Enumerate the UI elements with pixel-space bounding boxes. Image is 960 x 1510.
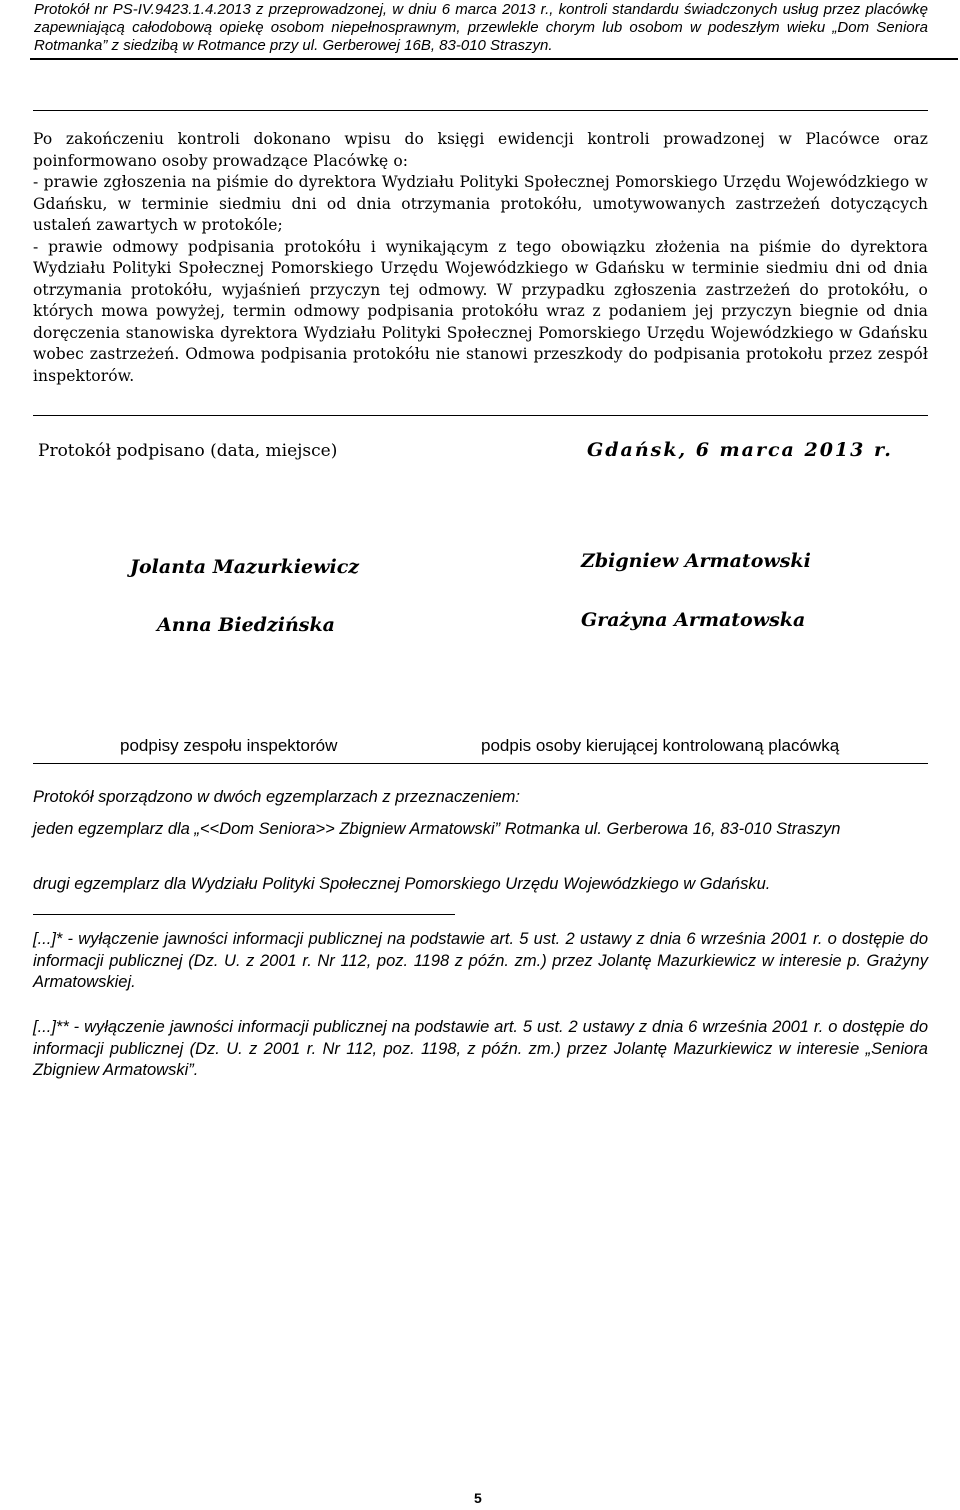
copy-recipient-1: jeden egzemplarz dla „<<Dom Seniora>> Zbigniew Armatowski” Rotmanka ul. Gerberowa 16, 83-010 Straszyn [33, 820, 841, 838]
signed-label: Protokół podpisano (data, miejsce) [38, 441, 338, 461]
page-number: 5 [474, 1490, 482, 1506]
footnote-1: [...]* - wyłączenie jawności informacji publicznej na podstawie art. 5 ust. 2 ustawy z dnia 6 września 2001 r. o dostępie do informacji publicznej (Dz. U. z 2001 r. Nr 112, poz. 1198 z późn. zm.) przez Jolantę Mazurkiewicz w interesie p. Grażyny Armatowskiej. [33, 930, 928, 991]
copy-recipient-2: drugi egzemplarz dla Wydziału Polityki Społecznej Pomorskiego Urzędu Wojewódzkiego w Gdańsku. [33, 875, 771, 893]
section-divider-middle [33, 415, 928, 416]
refusal-right-paragraph: - prawie odmowy podpisania protokółu i wynikającym z tego obowiązku złożenia na piśmie do dyrektora Wydziału Polityki Społecznej Pomorskiego Urzędu Wojewódzkiego w Gdańsku w terminie siedmiu dni od dnia otrzymania protokółu, wyjaśnień przyczyn tej odmowy. W przypadku zgłoszenia zastrzeżeń do protokółu, o których mowa powyżej, termin odmowy podpisania protokółu wraz z podaniem jej przyczyn biegnie od dnia doręczenia stanowiska dyrektora Wydziału Polityki Społecznej Pomorskiego Urzędu Wojewódzkiego w Gdańsku wobec zastrzeżeń. Odmowa podpisania protokółu nie stanowi przeszkody do podpisania protokołu przez zespół inspektorów. [33, 237, 928, 385]
signature-line [33, 763, 928, 764]
signed-place-date: Gdańsk, 6 marca 2013 r. [587, 439, 893, 461]
footnote-2: [...]** - wyłączenie jawności informacji publicznej na podstawie art. 5 ust. 2 ustawy z dnia 6 września 2001 r. o dostępie do informacji publicznej (Dz. U. z 2001 r. Nr 112, poz. 1198, z późn. zm.) przez Jolantę Mazurkiewicz w interesie „Seniora Zbigniew Armatowski”. [33, 1018, 928, 1079]
footnote-divider [33, 914, 455, 915]
management-caption: podpis osoby kierującej kontrolowaną placówką [481, 736, 840, 755]
inspector-signature: Anna Biedzińska [157, 614, 335, 636]
header-divider [30, 58, 958, 60]
objection-right-paragraph: - prawie zgłoszenia na piśmie do dyrektora Wydziału Polityki Społecznej Pomorskiego Urzędu Wojewódzkiego w Gdańsku, w terminie siedmiu dni od dnia otrzymania protokółu, umotywowanych zastrzeżeń dotyczących ustaleń zawartych w protokóle; [33, 173, 928, 234]
inspector-signature: Jolanta Mazurkiewicz [130, 556, 360, 578]
body-section [33, 129, 928, 387]
inspectors-caption: podpisy zespołu inspektorów [120, 736, 338, 755]
copies-heading: Protokół sporządzono w dwóch egzemplarzach z przeznaczeniem: [33, 788, 520, 806]
intro-paragraph: Po zakończeniu kontroli dokonano wpisu do księgi ewidencji kontroli prowadzonej w Placówce oraz poinformowano osoby prowadzące Placówkę o: [33, 130, 928, 170]
manager-signature: Grażyna Armatowska [581, 609, 806, 631]
section-divider-top [33, 110, 928, 111]
document-header: Protokół nr PS-IV.9423.1.4.2013 z przeprowadzonej, w dniu 6 marca 2013 r., kontroli standardu świadczonych usług przez placówkę zapewniającą całodobową opiekę osobom niepełnosprawnym, przewlekle chorym lub osobom w podeszłym wieku „Dom Seniora Rotmanka” z siedzibą w Rotmance przy ul. Gerberowej 16B, 83-010 Straszyn. [34, 1, 928, 54]
manager-signature: Zbigniew Armatowski [581, 550, 811, 572]
